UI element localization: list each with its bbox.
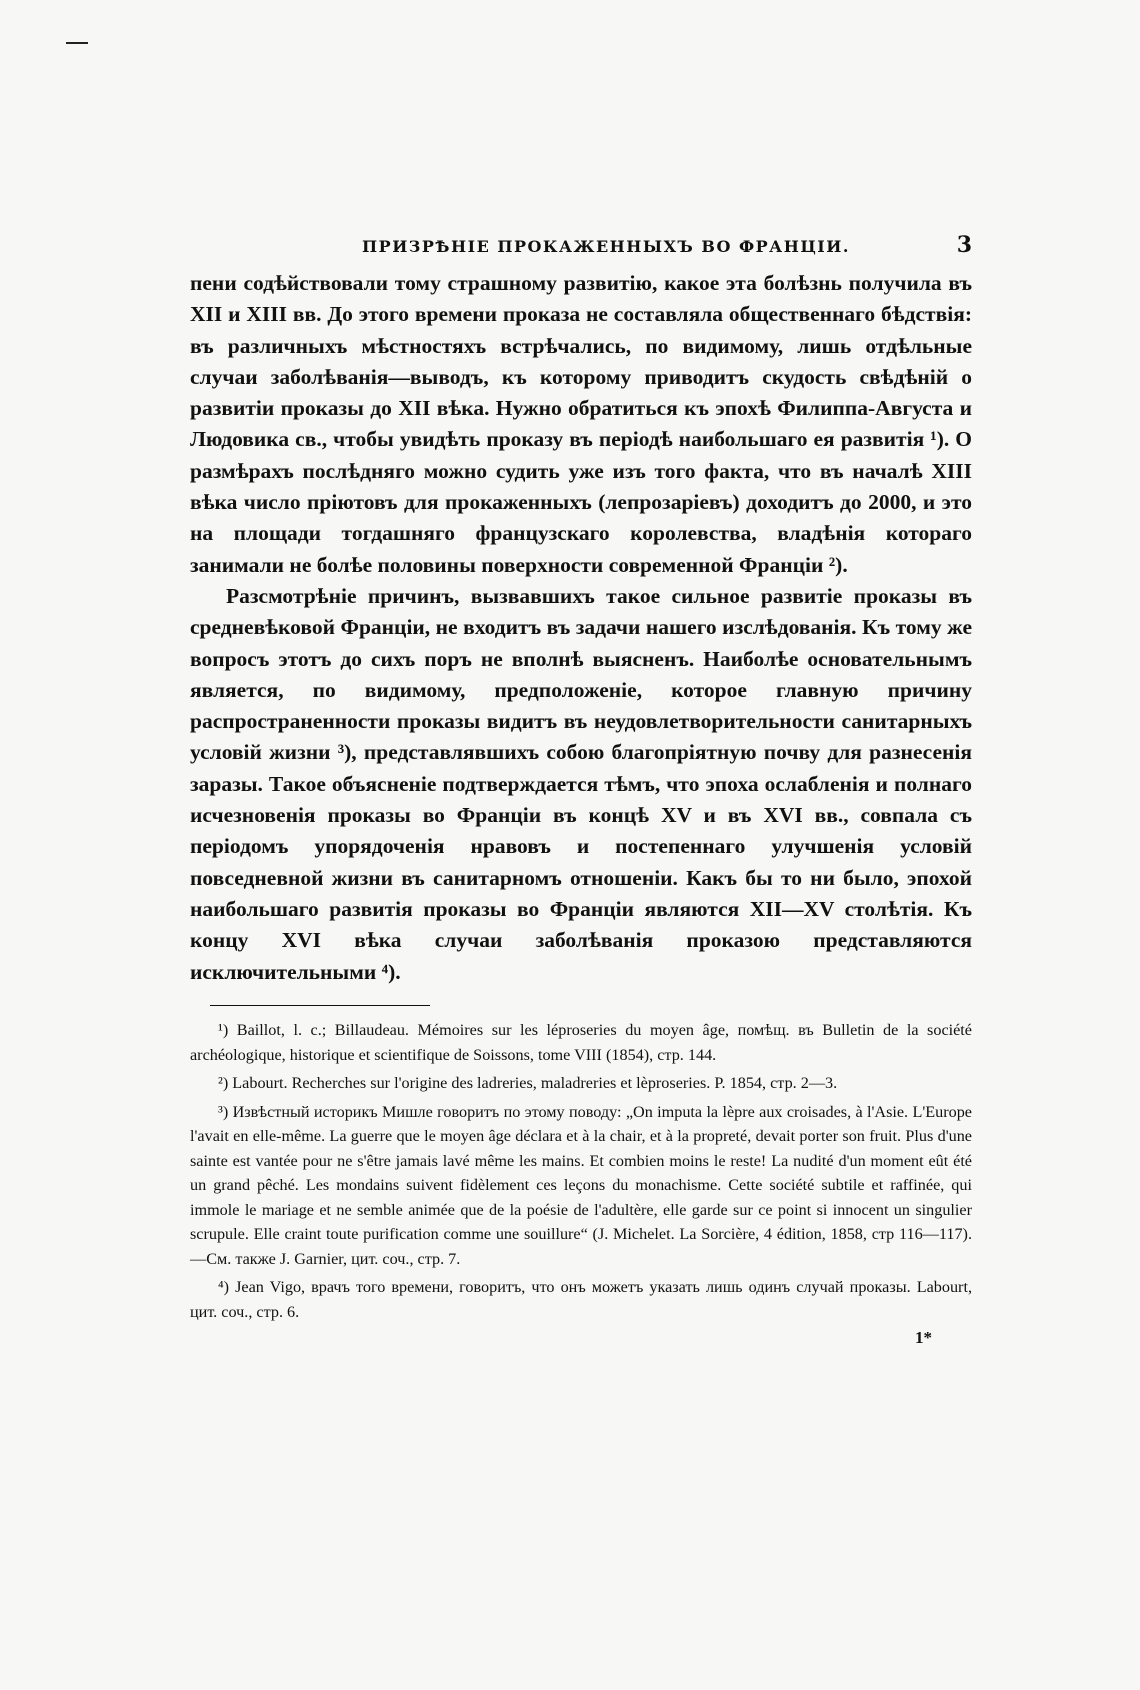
footnote: ⁴) Jean Vigo, врачъ того времени, говоритъ, что онъ можетъ указать лишь одинъ случай проказы. Labourt, цит. соч., стр. 6. [190,1278,972,1321]
page-header [190,232,972,268]
main-text [190,268,972,988]
paragraph: Разсмотрѣніе причинъ, вызвавшихъ такое сильное развитіе проказы въ средневѣковой Франціи, не входитъ въ задачи нашего изслѣдованія. Къ тому же вопросъ этотъ до сихъ поръ не вполнѣ выясненъ. Наиболѣе основательнымъ является, по видимому, предположеніе, которое главную причину распространенности проказы видитъ въ неудовлетворительности санитарныхъ условій жизни ³), представлявшихъ собою благопріятную почву для разнесенія заразы. Такое объясненіе подтверждается тѣмъ, что эпоха ослабленія и полнаго исчезновенія проказы во Франціи въ концѣ XV и въ XVI вв., совпала съ періодомъ упорядоченія нравовъ и постепеннаго улучшенія условій повседневной жизни въ санитарномъ отношеніи. Какъ бы то ни было, эпохой наибольшаго развитія проказы во Франціи являются XII—XV столѣтія. Къ концу XVI вѣка случаи заболѣванія проказою представляются исключительными ⁴). [190,583,972,984]
footnote: ³) Извѣстный историкъ Мишле говоритъ по этому поводу: „On imputa la lèpre aux croisades, à l'Asie. L'Europe l'avait en elle-même. La guerre que le moyen âge déclara et à la chair, et à la propreté, devait porter son fruit. Plus d'une sainte est vantée pour ne s'être jamais lavé même les mains. Et combien moins le reste! La nudité d'un moment eût été un grand pêché. Les mondains suivent fidèlement ces leçons du monachisme. Cette société subtile et raffinée, qui immole le mariage et ne semble animée que de la poésie de l'adultère, elle garde sur ce point si innocent un singulier scrupule. Elle craint toute purification comme une souillure“ (J. Michelet. La Sorcière, 4 édition, 1858, стр 116—117).—См. также J. Garnier, цит. соч., стр. 7. [190,1102,972,1268]
running-title: ПРИЗРѢНІЕ ПРОКАЖЕННЫХЪ ВО ФРАНЦІИ. [362,237,850,256]
footnote: ²) Labourt. Recherches sur l'origine des ladreries, maladreries et lèproseries. P. 1854, стр. 2—3. [218,1074,838,1093]
paragraph: пени содѣйствовали тому страшному развитію, какое эта болѣзнь получила въ XII и XIII вв. До этого времени проказа не составляла общественнаго бѣдствія: въ различныхъ мѣстностяхъ встрѣчались, по видимому, лишь отдѣльные случаи заболѣванія—выводъ, къ которому приводитъ скудость свѣдѣній о развитіи проказы до XII вѣка. Нужно обратиться къ эпохѣ Филиппа-Августа и Людовика св., чтобы увидѣть проказу въ періодѣ наибольшаго ея развитія ¹). О размѣрахъ послѣдняго можно судить уже изъ того факта, что въ началѣ XIII вѣка число пріютовъ для прокаженныхъ (лепрозаріевъ) доходитъ до 2000, и это на площади тогдашняго французскаго королевства, владѣнія котораго занимали не болѣе половины поверхности современной Франціи ²). [190,271,972,577]
footnote-divider [210,1005,430,1007]
book-page [190,232,972,1348]
page-corner-mark [66,42,88,44]
footnotes [190,1018,972,1324]
page-number: 3 [956,232,972,258]
footnote: ¹) Baillot, l. c.; Billaudeau. Mémoires sur les léproseries du moyen âge, помѣщ. въ Bulletin de la société archéologique, historique et scientifique de Soissons, tome VIII (1854), стр. 144. [190,1021,972,1064]
printer-signature: 1* [915,1328,932,1348]
